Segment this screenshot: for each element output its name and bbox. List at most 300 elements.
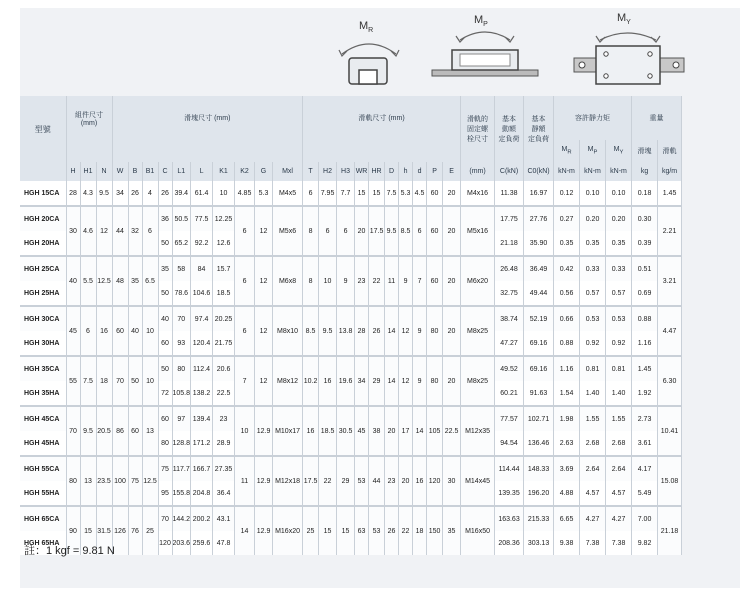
cell-mp: 0.20 — [580, 206, 606, 231]
cell-h3: 30.5 — [337, 406, 355, 456]
cell-hr: 44 — [369, 456, 385, 506]
cell-h2: 10 — [319, 256, 337, 306]
cell-my: 0.33 — [606, 256, 632, 281]
cell-l1: 105.8 — [172, 381, 191, 406]
table-row — [20, 356, 682, 381]
cell-n: 23.5 — [96, 456, 112, 506]
hdr-assembly: 組件尺寸 (mm) — [66, 96, 112, 140]
model-cell: HGH 30HA — [20, 331, 66, 356]
cell-bolt: M8x25 — [461, 306, 495, 356]
cell-wr: 34 — [355, 356, 369, 406]
cell-bolt: M12x35 — [461, 406, 495, 456]
cell-bolt: M4x16 — [461, 181, 495, 206]
hdr-blank — [20, 162, 66, 181]
col-header: E — [443, 162, 461, 181]
cell-b1: 13 — [142, 406, 158, 456]
cell-hr: 26 — [369, 306, 385, 356]
cell-g: 12 — [255, 256, 273, 306]
cell-l: 61.4 — [191, 181, 213, 206]
spec-sheet — [20, 8, 740, 588]
cell-w: 100 — [112, 456, 128, 506]
cell-wb: 5.49 — [632, 481, 658, 506]
cell-k2: 4.85 — [235, 181, 255, 206]
cell-mp: 4.57 — [580, 481, 606, 506]
cell-mr: 6.65 — [554, 506, 580, 531]
cell-cd: 60.21 — [495, 381, 524, 406]
table-row — [20, 506, 682, 531]
cell-c: 80 — [158, 431, 172, 456]
cell-h1: 5.5 — [80, 256, 96, 306]
cell-cd: 38.74 — [495, 306, 524, 331]
hdr-my: $M_Y$ — [606, 140, 632, 162]
cell-cd: 139.35 — [495, 481, 524, 506]
model-cell: HGH 35HA — [20, 381, 66, 406]
cell-c: 60 — [158, 331, 172, 356]
cell-mp: 1.40 — [580, 381, 606, 406]
model-cell: HGH 35CA — [20, 356, 66, 381]
cell-c0: 35.90 — [524, 231, 554, 256]
cell-mxl: M8x12 — [273, 356, 303, 406]
cell-cd: 17.75 — [495, 206, 524, 231]
cell-g: 5.3 — [255, 181, 273, 206]
cell-mp: 0.10 — [580, 181, 606, 206]
cell-b: 32 — [128, 206, 142, 256]
cell-hr: 17.5 — [369, 206, 385, 256]
model-cell: HGH 25HA — [20, 281, 66, 306]
cell-mxl: M8x10 — [273, 306, 303, 356]
col-header: HR — [369, 162, 385, 181]
cell-mr: 1.54 — [554, 381, 580, 406]
cell-c: 36 — [158, 206, 172, 231]
cell-l1: 144.2 — [172, 506, 191, 531]
cell-b1: 10 — [142, 306, 158, 356]
cell-b: 40 — [128, 306, 142, 356]
cell-bolt: M5x16 — [461, 206, 495, 256]
cell-p: 60 — [427, 206, 443, 256]
model-cell: HGH 20HA — [20, 231, 66, 256]
cell-h: 30 — [66, 206, 80, 256]
cell-b: 35 — [128, 256, 142, 306]
cell-l: 259.6 — [191, 531, 213, 555]
pitching-moment-icon — [430, 26, 540, 86]
cell-l: 112.4 — [191, 356, 213, 381]
cell-mp: 1.55 — [580, 406, 606, 431]
cell-mr: 1.16 — [554, 356, 580, 381]
cell-hr: 29 — [369, 356, 385, 406]
cell-b1: 10 — [142, 356, 158, 406]
cell-wr: 1.45 — [658, 181, 682, 206]
cell-mxl: M12x18 — [273, 456, 303, 506]
cell-t: 8 — [303, 206, 319, 256]
cell-my: 7.38 — [606, 531, 632, 555]
cell-k1: 23 — [213, 406, 235, 431]
col-header: d — [413, 162, 427, 181]
col-header: P — [427, 162, 443, 181]
cell-h3: 9 — [337, 256, 355, 306]
cell-d: 6 — [413, 206, 427, 256]
cell-t: 25 — [303, 506, 319, 555]
cell-n: 18 — [96, 356, 112, 406]
model-cell: HGH 65CA — [20, 506, 66, 531]
cell-h2: 22 — [319, 456, 337, 506]
cell-h: 70 — [66, 406, 80, 456]
cell-c: 50 — [158, 356, 172, 381]
cell-cd: 163.63 — [495, 506, 524, 531]
cell-c: 120 — [158, 531, 172, 555]
cell-wr: 15.08 — [658, 456, 682, 506]
cell-d: 7 — [413, 256, 427, 306]
cell-c: 50 — [158, 281, 172, 306]
cell-my: 0.20 — [606, 206, 632, 231]
cell-l: 120.4 — [191, 331, 213, 356]
cell-l: 138.2 — [191, 381, 213, 406]
hdr-moment: 容許靜力矩 — [554, 96, 632, 140]
cell-t: 8.5 — [303, 306, 319, 356]
table-row — [20, 456, 682, 481]
cell-my: 0.35 — [606, 231, 632, 256]
cell-k2: 6 — [235, 306, 255, 356]
cell-wr: 2.21 — [658, 206, 682, 256]
model-cell: HGH 20CA — [20, 206, 66, 231]
hdr-block: 滑塊尺寸 (mm) — [112, 96, 303, 140]
cell-c: 70 — [158, 506, 172, 531]
mr-label: $M_R$ — [359, 20, 374, 35]
hdr-model: 型號 — [20, 96, 66, 162]
cell-mp: 0.92 — [580, 331, 606, 356]
cell-mp: 0.35 — [580, 231, 606, 256]
cell-mr: 0.88 — [554, 331, 580, 356]
cell-bolt: M6x20 — [461, 256, 495, 306]
cell-d: 11 — [385, 256, 399, 306]
cell-l: 139.4 — [191, 406, 213, 431]
cell-e: 20 — [443, 256, 461, 306]
cell-g: 12 — [255, 206, 273, 256]
cell-w: 70 — [112, 356, 128, 406]
cell-mr: 3.69 — [554, 456, 580, 481]
hdr-static: 基本 靜額 定負荷 — [524, 96, 554, 162]
cell-n: 31.5 — [96, 506, 112, 555]
cell-l: 166.7 — [191, 456, 213, 481]
cell-c: 40 — [158, 306, 172, 331]
cell-l1: 203.6 — [172, 531, 191, 555]
cell-c0: 36.49 — [524, 256, 554, 281]
cell-k2: 7 — [235, 356, 255, 406]
cell-wr: 20 — [355, 206, 369, 256]
cell-p: 150 — [427, 506, 443, 555]
cell-d: 16 — [413, 456, 427, 506]
cell-wb: 0.39 — [632, 231, 658, 256]
cell-k2: 6 — [235, 256, 255, 306]
cell-c0: 91.63 — [524, 381, 554, 406]
cell-my: 1.55 — [606, 406, 632, 431]
cell-l1: 80 — [172, 356, 191, 381]
cell-wb: 9.82 — [632, 531, 658, 555]
cell-c: 35 — [158, 256, 172, 281]
cell-k1: 10 — [213, 181, 235, 206]
col-header: H1 — [80, 162, 96, 181]
cell-h3: 15 — [337, 506, 355, 555]
cell-my: 2.64 — [606, 456, 632, 481]
cell-cd: 11.38 — [495, 181, 524, 206]
cell-c0: 69.16 — [524, 356, 554, 381]
cell-h: 8.5 — [399, 206, 413, 256]
hdr-bolt: 滑軌的 固定螺 栓尺寸 — [461, 96, 495, 162]
col-header: WR — [355, 162, 369, 181]
hdr-rail: 滑軌尺寸 (mm) — [303, 96, 461, 140]
cell-k2: 14 — [235, 506, 255, 555]
cell-h2: 6 — [319, 206, 337, 256]
moment-diagrams — [20, 8, 740, 96]
cell-t: 8 — [303, 256, 319, 306]
cell-mr: 0.12 — [554, 181, 580, 206]
cell-g: 12.9 — [255, 406, 273, 456]
cell-h1: 6 — [80, 306, 96, 356]
cell-wr: 28 — [355, 306, 369, 356]
cell-mp: 0.57 — [580, 281, 606, 306]
cell-my: 2.68 — [606, 431, 632, 456]
hdr-dynamic: 基本 動額 定負荷 — [495, 96, 524, 162]
cell-k2: 10 — [235, 406, 255, 456]
table-row — [20, 206, 682, 231]
cell-l1: 50.5 — [172, 206, 191, 231]
cell-l1: 70 — [172, 306, 191, 331]
cell-c: 72 — [158, 381, 172, 406]
cell-e: 20 — [443, 306, 461, 356]
cell-cd: 94.54 — [495, 431, 524, 456]
cell-wr: 15 — [355, 181, 369, 206]
cell-k1: 43.1 — [213, 506, 235, 531]
cell-wb: 1.92 — [632, 381, 658, 406]
cell-b1: 12.5 — [142, 456, 158, 506]
cell-e: 20 — [443, 181, 461, 206]
cell-h: 12 — [399, 356, 413, 406]
cell-t: 16 — [303, 406, 319, 456]
yawing-moment-icon — [572, 24, 687, 90]
cell-h2: 9.5 — [319, 306, 337, 356]
cell-mr: 1.98 — [554, 406, 580, 431]
col-header: B1 — [142, 162, 158, 181]
cell-g: 12.9 — [255, 506, 273, 555]
cell-k1: 15.7 — [213, 256, 235, 281]
cell-h: 20 — [399, 456, 413, 506]
cell-mp: 2.68 — [580, 431, 606, 456]
cell-mr: 0.27 — [554, 206, 580, 231]
cell-cd: 32.75 — [495, 281, 524, 306]
cell-mr: 4.88 — [554, 481, 580, 506]
cell-c: 75 — [158, 456, 172, 481]
cell-h2: 7.95 — [319, 181, 337, 206]
cell-l: 204.8 — [191, 481, 213, 506]
cell-d: 9 — [413, 356, 427, 406]
cell-b: 76 — [128, 506, 142, 555]
hdr-rail-weight: 滑軌 — [658, 140, 682, 162]
cell-l: 77.5 — [191, 206, 213, 231]
footnote: 註：1 kgf = 9.81 N — [24, 545, 115, 557]
cell-b: 60 — [128, 406, 142, 456]
cell-mr: 9.38 — [554, 531, 580, 555]
cell-p: 80 — [427, 306, 443, 356]
col-header: N — [96, 162, 112, 181]
cell-e: 22.5 — [443, 406, 461, 456]
cell-cd: 77.57 — [495, 406, 524, 431]
cell-wb: 0.51 — [632, 256, 658, 281]
cell-k1: 47.8 — [213, 531, 235, 555]
cell-h: 17 — [399, 406, 413, 456]
cell-hr: 22 — [369, 256, 385, 306]
col-header: kg — [632, 162, 658, 181]
col-header: kg/m — [658, 162, 682, 181]
cell-h1: 15 — [80, 506, 96, 555]
cell-w: 86 — [112, 406, 128, 456]
model-cell: HGH 45CA — [20, 406, 66, 431]
model-cell: HGH 25CA — [20, 256, 66, 281]
spec-table — [20, 96, 682, 555]
cell-k2: 11 — [235, 456, 255, 506]
cell-mr: 2.63 — [554, 431, 580, 456]
cell-c0: 49.44 — [524, 281, 554, 306]
cell-h: 9 — [399, 256, 413, 306]
cell-p: 105 — [427, 406, 443, 456]
hdr-mp: $M_P$ — [580, 140, 606, 162]
cell-w: 60 — [112, 306, 128, 356]
model-cell: HGH 55HA — [20, 481, 66, 506]
cell-l1: 65.2 — [172, 231, 191, 256]
cell-n: 16 — [96, 306, 112, 356]
cell-wb: 2.73 — [632, 406, 658, 431]
cell-d: 23 — [385, 456, 399, 506]
cell-mp: 7.38 — [580, 531, 606, 555]
cell-mp: 0.81 — [580, 356, 606, 381]
cell-e: 20 — [443, 206, 461, 256]
cell-wr: 63 — [355, 506, 369, 555]
cell-my: 0.57 — [606, 281, 632, 306]
cell-bolt: M16x50 — [461, 506, 495, 555]
cell-h: 80 — [66, 456, 80, 506]
cell-wr: 4.47 — [658, 306, 682, 356]
rolling-moment-icon — [334, 32, 404, 92]
cell-h: 40 — [66, 256, 80, 306]
cell-wr: 21.18 — [658, 506, 682, 555]
cell-cd: 21.18 — [495, 231, 524, 256]
cell-l: 171.2 — [191, 431, 213, 456]
cell-k2: 6 — [235, 206, 255, 256]
cell-l1: 39.4 — [172, 181, 191, 206]
cell-n: 12.5 — [96, 256, 112, 306]
table-row — [20, 406, 682, 431]
cell-p: 120 — [427, 456, 443, 506]
cell-wb: 3.61 — [632, 431, 658, 456]
cell-b: 26 — [128, 181, 142, 206]
cell-mr: 0.35 — [554, 231, 580, 256]
col-header: C — [158, 162, 172, 181]
cell-h3: 13.8 — [337, 306, 355, 356]
cell-wb: 4.17 — [632, 456, 658, 481]
cell-b: 50 — [128, 356, 142, 406]
col-header: G — [255, 162, 273, 181]
cell-h: 22 — [399, 506, 413, 555]
cell-d: 14 — [385, 306, 399, 356]
cell-w: 48 — [112, 256, 128, 306]
col-header: C0(kN) — [524, 162, 554, 181]
cell-wr: 3.21 — [658, 256, 682, 306]
cell-wr: 23 — [355, 256, 369, 306]
cell-d: 7.5 — [385, 181, 399, 206]
cell-d: 18 — [413, 506, 427, 555]
cell-h3: 29 — [337, 456, 355, 506]
cell-mr: 0.56 — [554, 281, 580, 306]
col-header: H2 — [319, 162, 337, 181]
cell-h1: 13 — [80, 456, 96, 506]
cell-wb: 0.88 — [632, 306, 658, 331]
cell-n: 9.5 — [96, 181, 112, 206]
cell-h3: 6 — [337, 206, 355, 256]
cell-e: 35 — [443, 506, 461, 555]
cell-d: 14 — [413, 406, 427, 456]
cell-t: 17.5 — [303, 456, 319, 506]
cell-c: 95 — [158, 481, 172, 506]
model-cell: HGH 65HA — [20, 531, 66, 555]
cell-g: 12 — [255, 356, 273, 406]
cell-k1: 12.6 — [213, 231, 235, 256]
cell-c0: 52.19 — [524, 306, 554, 331]
cell-w: 34 — [112, 181, 128, 206]
cell-h2: 16 — [319, 356, 337, 406]
cell-wb: 1.45 — [632, 356, 658, 381]
col-header: K1 — [213, 162, 235, 181]
col-header: kN-m — [606, 162, 632, 181]
cell-l: 104.6 — [191, 281, 213, 306]
cell-mxl: M10x17 — [273, 406, 303, 456]
cell-d: 9 — [413, 306, 427, 356]
cell-d: 26 — [385, 506, 399, 555]
cell-k1: 27.35 — [213, 456, 235, 481]
cell-c0: 196.20 — [524, 481, 554, 506]
model-cell: HGH 45HA — [20, 431, 66, 456]
col-header: T — [303, 162, 319, 181]
cell-l1: 93 — [172, 331, 191, 356]
cell-k1: 21.75 — [213, 331, 235, 356]
cell-b1: 6 — [142, 206, 158, 256]
cell-t: 10.2 — [303, 356, 319, 406]
cell-n: 20.5 — [96, 406, 112, 456]
col-header: D — [385, 162, 399, 181]
my-label: $M_Y$ — [617, 12, 631, 27]
col-header: H — [66, 162, 80, 181]
cell-h: 12 — [399, 306, 413, 356]
cell-p: 60 — [427, 256, 443, 306]
cell-c: 50 — [158, 231, 172, 256]
cell-l: 84 — [191, 256, 213, 281]
col-header: H3 — [337, 162, 355, 181]
cell-wb: 0.69 — [632, 281, 658, 306]
cell-h1: 4.3 — [80, 181, 96, 206]
model-cell: HGH 30CA — [20, 306, 66, 331]
cell-k1: 12.25 — [213, 206, 235, 231]
cell-mxl: M4x5 — [273, 181, 303, 206]
col-header: h — [399, 162, 413, 181]
cell-my: 0.10 — [606, 181, 632, 206]
cell-hr: 15 — [369, 181, 385, 206]
cell-e: 20 — [443, 356, 461, 406]
cell-k1: 22.5 — [213, 381, 235, 406]
cell-p: 80 — [427, 356, 443, 406]
cell-my: 0.53 — [606, 306, 632, 331]
cell-p: 60 — [427, 181, 443, 206]
cell-cd: 47.27 — [495, 331, 524, 356]
cell-c0: 136.46 — [524, 431, 554, 456]
cell-wb: 0.30 — [632, 206, 658, 231]
cell-n: 12 — [96, 206, 112, 256]
